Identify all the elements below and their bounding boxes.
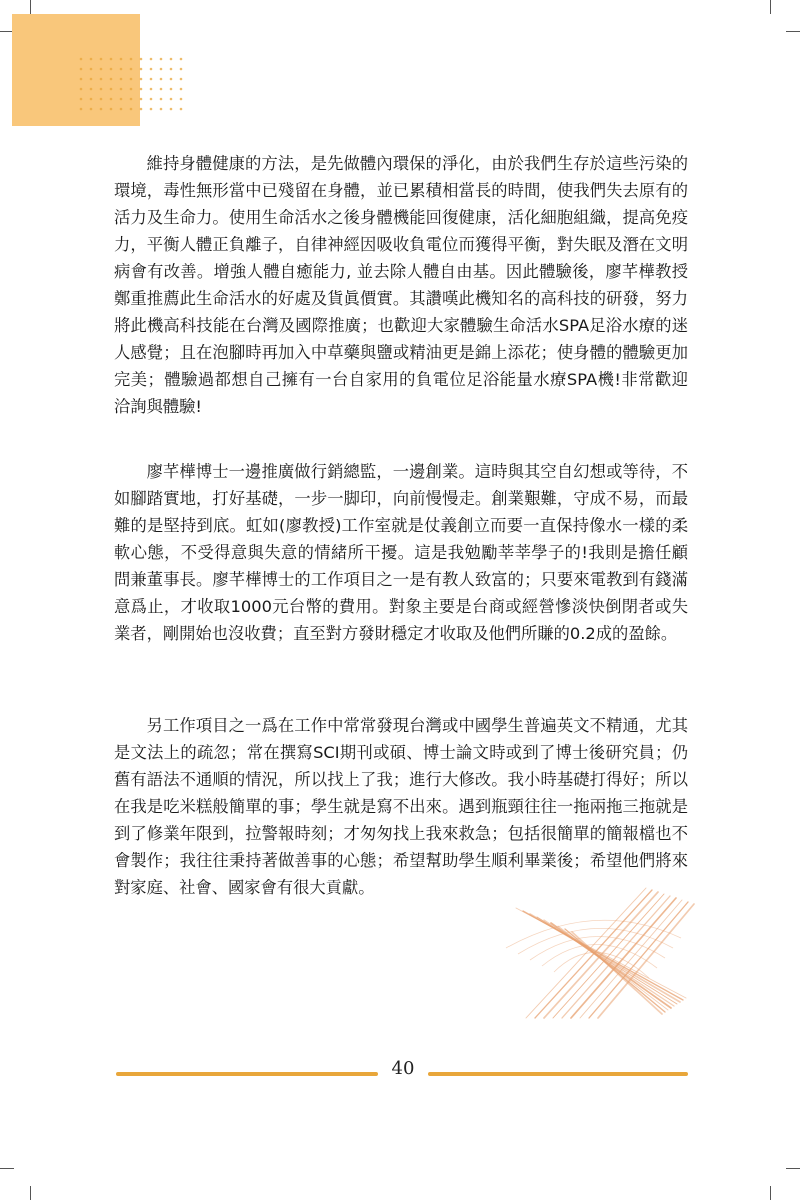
decorative-weave-graphic [496, 878, 696, 1023]
crop-mark-top-right-v [770, 0, 771, 14]
paragraph-entrepreneurship: 廖芊樺博士一邊推廣做行銷總監，一邊創業。這時與其空自幻想或等待，不如腳踏實地，打好基礎，一步一脚印，向前慢慢走。創業艱難，守成不易，而最難的是堅持到底。虹如(廖教授)工作室就是仗義創立而要一直保持像水一樣的柔軟心態，不受得意與失意的情緒所干擾。這是我勉勵莘莘學子的!我則是擔任顧問兼董事長。廖芊樺博士的工作項目之一是有教人致富的；只要來電教到有錢滿意爲止，才收取1000元台幣的費用。對象主要是台商或經營慘淡快倒閉者或失業者，剛開始也沒收費；直至對方發財穩定才收取及他們所賺的0.2成的盈餘。 [114, 462, 688, 643]
paragraph-health-method: 維持身體健康的方法，是先做體內環保的淨化，由於我們生存於這些污染的環境，毒性無形當中已殘留在身體，並已累積相當長的時間，使我們失去原有的活力及生命力。使用生命活水之後身體機能回復健康，活化細胞組織，提高免疫力，平衡人體正負離子，自律神經因吸收負電位而獲得平衡，對失眠及潛在文明病會有改善。增強人體自癒能力, 並去除人體自由基。因此體驗後，廖芊樺教授鄭重推薦此生命活水的好處及貨眞價實。其讚嘆此機知名的高科技的研發，努力將此機高科技能在台灣及國際推廣；也歡迎大家體驗生命活水SPA足浴水療的迷人感覺；且在泡腳時再加入中草藥與鹽或精油更是錦上添花；使身體的體驗更加完美；體驗過都想自己擁有一台自家用的負電位足浴能量水療SPA機!非常歡迎洽詢與體驗! [114, 154, 688, 416]
crop-mark-bottom-right-v [770, 1186, 771, 1200]
crop-mark-bottom-left-h [0, 1168, 14, 1169]
page-number: 40 [391, 1058, 415, 1079]
footer-rule-left [116, 1072, 378, 1076]
crop-mark-bottom-left-v [30, 1186, 31, 1200]
crop-mark-top-right-h [786, 31, 800, 32]
paragraph-english-editing: 另工作項目之一爲在工作中常常發現台灣或中國學生普遍英文不精通，尤其是文法上的疏忽；常在撰寫SCI期刊或碩、博士論文時或到了博士後研究員；仍舊有語法不通順的情況，所以找上了我；進行大修改。我小時基礎打得好；所以在我是吃米糕般簡單的事；學生就是寫不出來。遇到瓶頸往往一拖兩拖三拖就是到了修業年限到，拉警報時刻；才匆匆找上我來救急；包括很簡單的簡報檔也不會製作；我往往秉持著做善事的心態；希望幫助學生順利畢業後；希望他們將來對家庭、社會、國家會有很大貢獻。 [114, 716, 688, 897]
decorative-dot-grid [78, 56, 188, 112]
footer-rule-right [428, 1072, 688, 1076]
crop-mark-top-left-v [30, 0, 31, 14]
crop-mark-bottom-right-h [786, 1168, 800, 1169]
